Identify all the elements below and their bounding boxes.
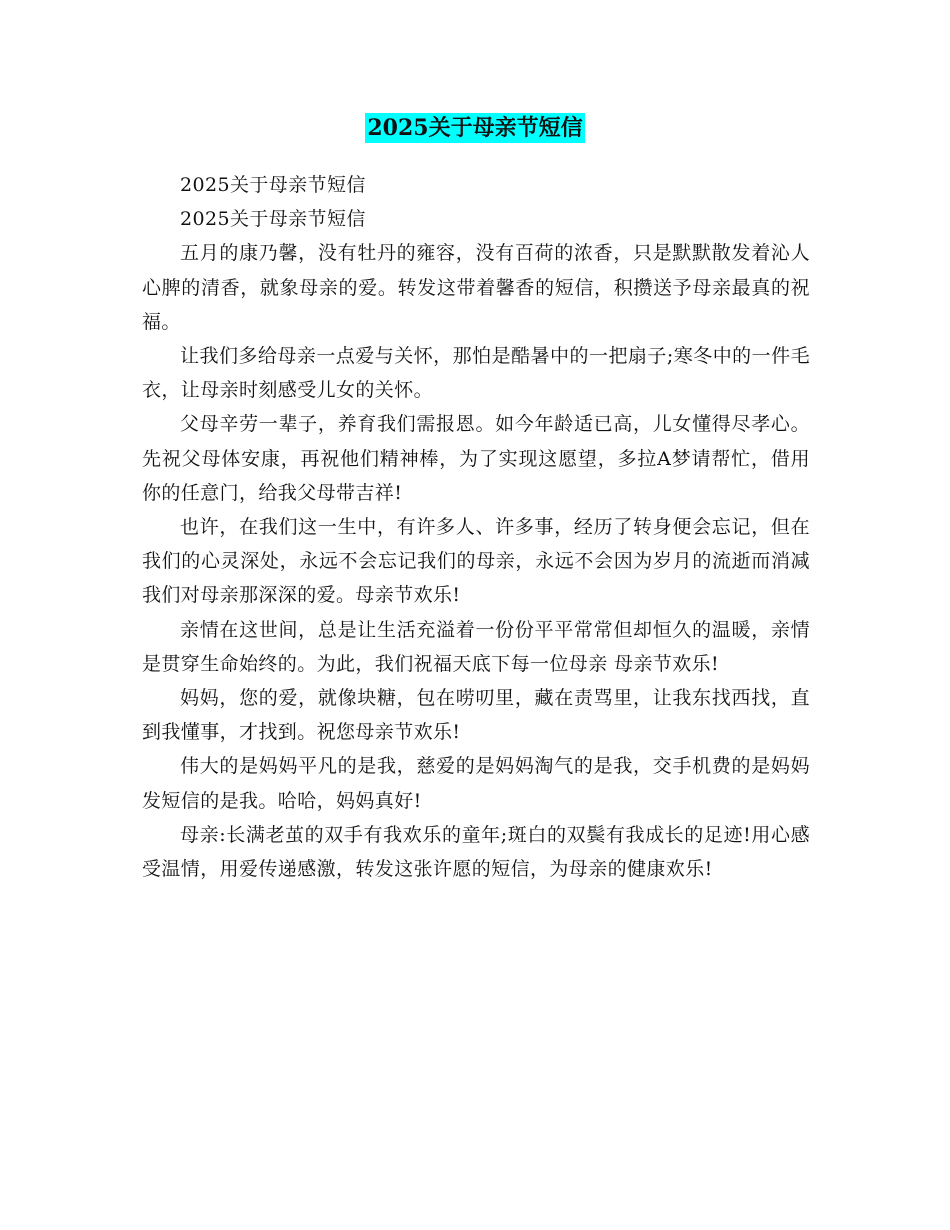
document-body [142,168,810,886]
paragraph: 伟大的是妈妈平凡的是我，慈爱的是妈妈淘气的是我，交手机费的是妈妈发短信的是我。哈哈，妈妈真好! [142,755,810,812]
paragraph: 五月的康乃馨，没有牡丹的雍容，没有百荷的浓香，只是默默散发着沁人心脾的清香，就象母亲的爱。转发这带着馨香的短信，积攒送予母亲最真的祝福。 [142,242,810,333]
paragraph: 父母辛劳一辈子，养育我们需报恩。如今年龄适已高，儿女懂得尽孝心。先祝父母体安康，再祝他们精神棒，为了实现这愿望，多拉A梦请帮忙，借用你的任意门，给我父母带吉祥! [142,413,810,504]
paragraph: 也许，在我们这一生中，有许多人、许多事，经历了转身便会忘记，但在我们的心灵深处，永远不会忘记我们的母亲，永远不会因为岁月的流逝而消减我们对母亲那深深的爱。母亲节欢乐! [142,516,810,607]
document-title: 2025关于母亲节短信 [367,115,583,141]
paragraph: 妈妈，您的爱，就像块糖，包在唠叨里，藏在责骂里，让我东找西找，直到我懂事，才找到。祝您母亲节欢乐! [142,687,810,744]
paragraph: 母亲:长满老茧的双手有我欢乐的童年;斑白的双鬓有我成长的足迹!用心感受温情，用爱传递感激，转发这张许愿的短信，为母亲的健康欢乐! [142,823,810,881]
title-row [0,113,950,143]
paragraph: 2025关于母亲节短信 [180,174,366,196]
paragraph: 亲情在这世间，总是让生活充溢着一份份平平常常但却恒久的温暖，亲情是贯穿生命始终的。为此，我们祝福天底下每一位母亲 母亲节欢乐! [142,618,810,675]
paragraph: 2025关于母亲节短信 [180,208,366,231]
paragraph: 让我们多给母亲一点爱与关怀，那怕是酷暑中的一把扇子;寒冬中的一件毛衣，让母亲时刻感受儿女的关怀。 [142,345,810,402]
